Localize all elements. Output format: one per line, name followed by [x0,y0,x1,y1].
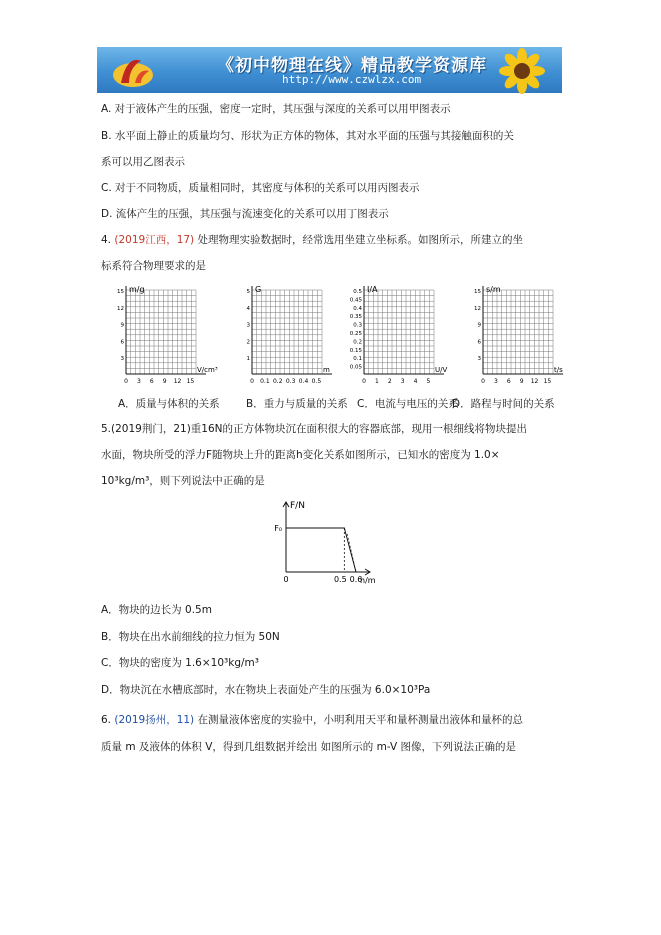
option-c: C. 对于不同物质，质量相同时，其密度与体积的关系可以用丙图表示 [101,182,420,194]
site-logo-icon [111,53,155,89]
y-tick-label: 0.05 [349,364,362,371]
coordinate-grid-a [112,282,218,392]
y-tick-label: 0.5 [353,289,362,295]
y-axis [283,502,289,572]
x-tick-label: 1 [374,378,379,385]
question-source: (2019江西，17) [114,234,195,246]
question-source: (2019扬州，11) [114,714,195,726]
option-b-line1: B. 水平面上静止的质量均匀、形状为正方体的物体，其对水平面的压强与其接触面积的关 [101,130,514,142]
coordinate-grid-d [469,282,567,392]
x-tick-label: 9 [162,378,167,385]
question-text: 处理物理实验数据时，经常选用坐建立坐标系。如图所示，所建立的坐 [197,234,523,246]
x-tick-label: 0.5 [333,575,347,584]
x-tick-label: 6 [506,378,511,385]
y-tick-label: 3 [477,356,481,363]
x-tick-label: 3 [136,378,141,385]
y-tick-label: 0.15 [349,347,362,354]
y-tick-label: 9 [120,322,124,329]
question-5-line3: 10³kg/m³，则下列说法中正确的是 [101,475,265,487]
y-tick-label: 0.2 [353,339,362,346]
x-tick-label: 15 [543,378,552,385]
question-5-option-a: A．物块的边长为 0.5m [101,604,212,616]
y-tick-label: 12 [474,305,481,312]
question-4-line1 [101,233,523,247]
question-5-option-b: B．物块在出水前细线的拉力恒为 50N [101,631,280,643]
question-5-line2: 水面，物块所受的浮力F随物块上升的距离h变化关系如图所示，已知水的密度为 1.0× [101,449,500,461]
series-line [286,528,356,572]
axes [126,286,206,374]
question-4-line2: 标系符合物理要求的是 [101,260,206,272]
y-axis-label: G [255,285,262,294]
axes [364,286,444,374]
y-tick-label: 3 [246,322,250,329]
x-tick-label: 0 [481,378,485,385]
x-tick-label: 9 [519,378,524,385]
x-tick-label: 12 [530,378,539,385]
coordinate-grid-c [350,282,448,392]
header-banner [97,47,562,93]
x-tick-label: 0.4 [298,378,309,385]
x-tick-label: 15 [186,378,195,385]
y-axis-label: m/g [129,285,145,294]
x-tick-label: 0 [124,378,128,385]
x-tick-label: 12 [173,378,182,385]
y-tick-label: 1 [246,356,250,363]
x-tick-label: 3 [400,378,405,385]
x-tick-label: 0.1 [260,378,270,385]
grid-caption: C．电流与电压的关系 [357,398,459,410]
x-axis-label: h/m [360,576,376,585]
y-tick-label: 0.4 [353,305,362,312]
y-tick-label: 0.3 [353,322,362,329]
x-axis-label: t/s [554,366,563,374]
y-tick-label: 6 [120,339,124,346]
y-tick-label: 2 [246,339,250,346]
x-tick-label: 3 [493,378,498,385]
option-d: D. 流体产生的压强，其压强与流速变化的关系可以用丁图表示 [101,208,389,220]
y-tick-label: 3 [120,356,124,363]
x-tick-label: 0.2 [272,378,283,385]
x-tick-label: 5 [426,378,431,385]
y-tick-label: 4 [246,305,250,312]
question-number: 6. [101,714,112,726]
y-tick-label: 5 [246,289,250,295]
y-axis-label: I/A [367,285,378,294]
x-tick-label: 0 [283,575,289,584]
y-tick-label: 0.25 [349,331,362,337]
banner-title: 《初中物理在线》精品教学资源库 [217,56,487,76]
question-5-line1: 5.(2019荆门，21)重16N的正方体物块沉在面积很大的容器底部，现用一根细线将物块提出 [101,423,528,435]
x-tick-label: 0 [362,378,366,385]
x-axis-label: U/V [435,366,448,374]
y-axis-label: s/m [486,285,501,294]
x-axis-label: V/cm³ [197,366,218,374]
grid-caption: B．重力与质量的关系 [246,398,348,410]
x-tick-label: 0.3 [285,378,296,385]
y-tick-label: 9 [477,322,481,329]
question-6-line2: 质量 m 及液体的体积 V，得到几组数据并绘出 如图所示的 m-V 图像，下列说法正确的是 [101,741,517,753]
grid-caption: D．路程与时间的关系 [452,398,555,410]
sunflower-icon [488,49,556,93]
option-a: A. 对于液体产生的压强，密度一定时，其压强与深度的关系可以用甲图表示 [101,103,451,115]
grid-caption: A．质量与体积的关系 [118,398,220,410]
y-tick-label: 0.35 [349,314,362,321]
y-tick-label: F₀ [274,524,282,533]
x-tick-label: 0 [250,378,254,385]
y-tick-label: 6 [477,339,481,346]
x-tick-label: 4 [413,378,418,385]
question-text: 在测量液体密度的实验中，小明利用天平和量杯测量出液体和量杯的总 [197,714,523,726]
x-tick-label: 0.6 [349,575,363,584]
x-axis-label: m [323,366,330,374]
guide-line [347,534,356,572]
x-tick-label: 6 [149,378,154,385]
question-number: 4. [101,234,112,246]
y-tick-label: 0.1 [353,356,362,363]
banner-url[interactable]: http://www.czwlzx.com [282,73,422,86]
y-axis-label: F/N [290,501,305,511]
axes [252,286,332,374]
coordinate-grid-b [238,282,336,392]
y-tick-label: 12 [117,305,124,312]
question-6-line1 [101,713,523,727]
option-b-line2: 系可以用乙图表示 [101,156,185,168]
x-tick-label: 0.5 [311,378,322,385]
question-5-option-c: C．物块的密度为 1.6×10³kg/m³ [101,657,259,669]
question-5-option-d: D．物块沉在水槽底部时，水在物块上表面处产生的压强为 6.0×10³Pa [101,684,431,696]
force-height-chart [268,498,398,590]
y-tick-label: 0.45 [349,297,362,304]
x-tick-label: 2 [387,378,392,385]
y-tick-label: 15 [117,289,124,295]
y-tick-label: 15 [474,289,481,295]
axes [483,286,563,374]
